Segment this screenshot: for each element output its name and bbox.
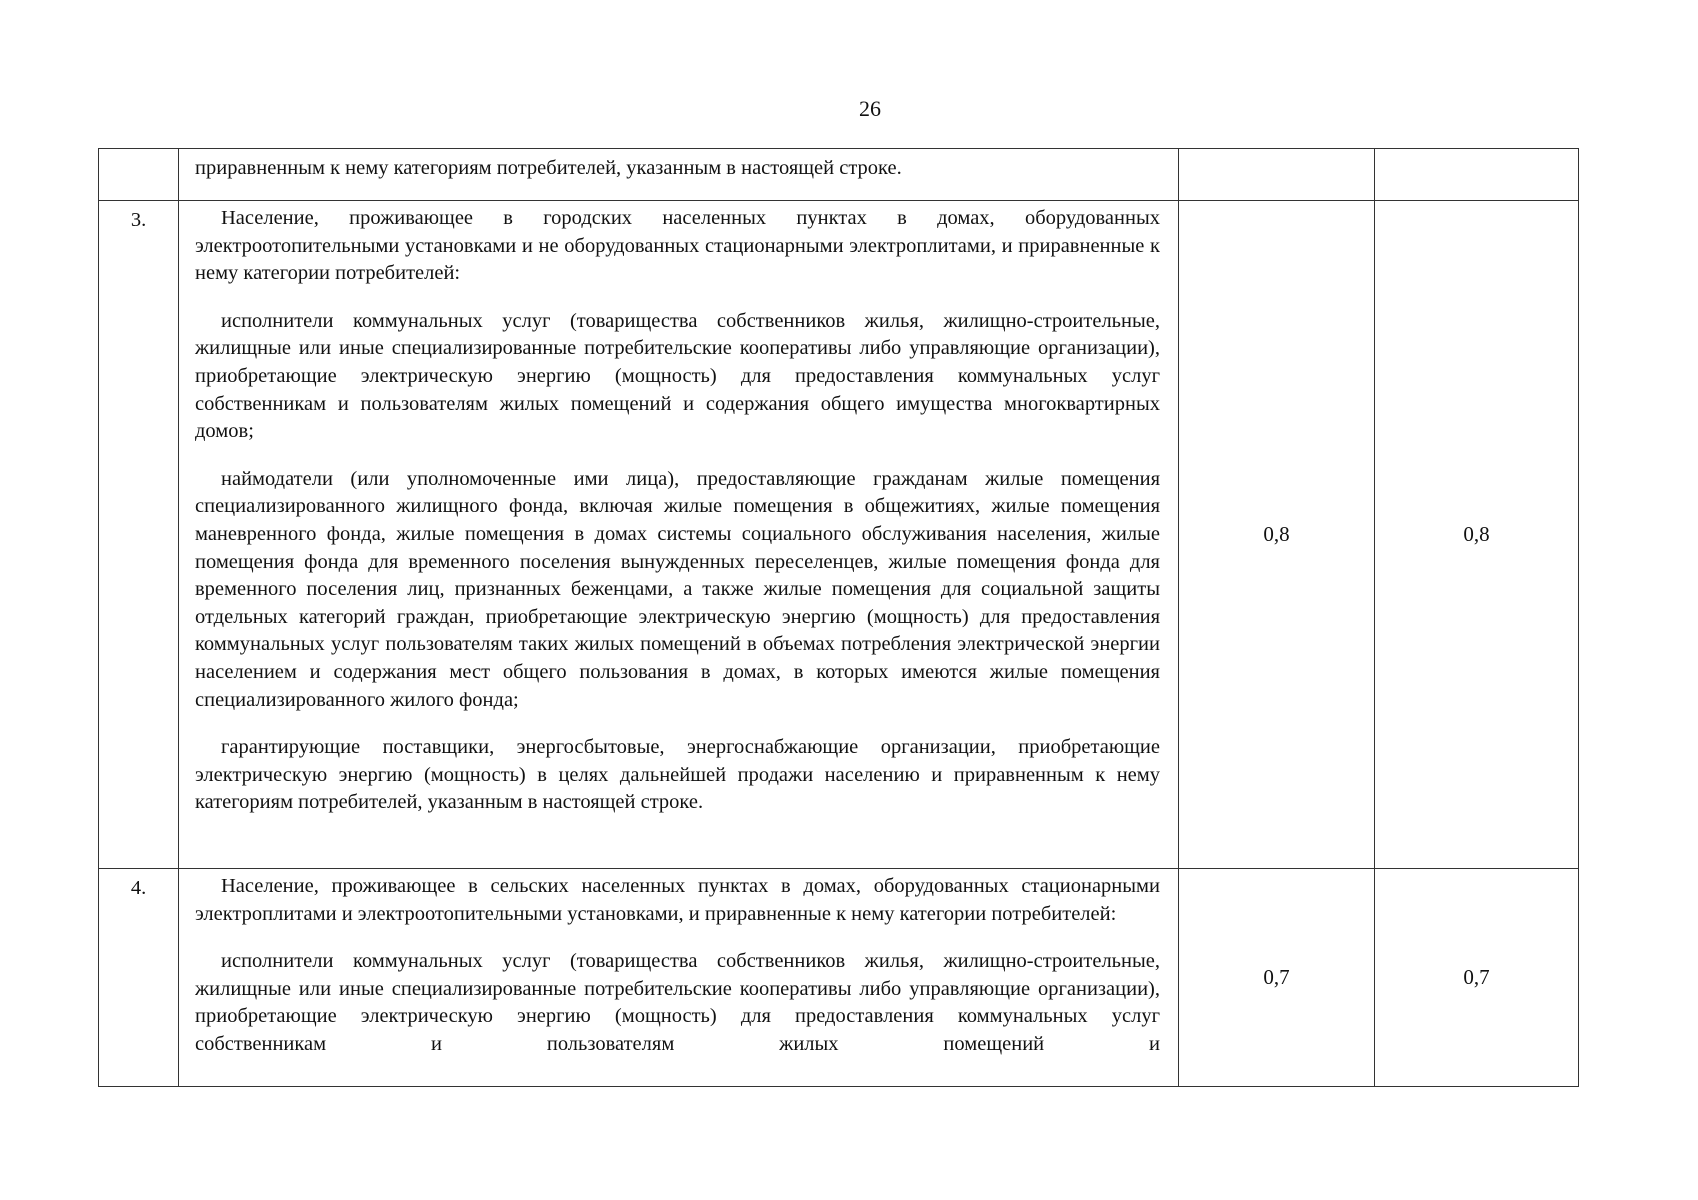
row-4-number: 4.	[99, 869, 179, 1087]
row-3-number: 3.	[99, 201, 179, 869]
row-4-value-2: 0,7	[1375, 869, 1579, 1087]
row-3-paragraph-2: исполнители коммунальных услуг (товарищества собственников жилья, жилищно-строительные, жилищные или иные специализированные потребительские кооперативы либо управляющие организации), приобретающие электрическую энергию (мощность) для предоставления коммунальных услуг собственникам и пользователям жилых помещений и содержания общего имущества многоквартирных домов;	[195, 309, 1160, 443]
row-description-cell	[179, 149, 1179, 201]
row-4-description-content	[195, 873, 1160, 1079]
row-3-value-1: 0,8	[1179, 201, 1375, 869]
tariff-coefficients-table	[98, 148, 1579, 1087]
row-number-cell	[99, 149, 179, 201]
row-value-1-cell	[1179, 149, 1375, 201]
row-4-description	[179, 869, 1179, 1087]
row-continued-text: приравненным к нему категориям потребителей, указанным в настоящей строке.	[195, 157, 902, 179]
row-4-paragraph-2: исполнители коммунальных услуг (товарищества собственников жилья, жилищно-строительные, жилищные или иные специализированные потребительские кооперативы либо управляющие организации), приобретающие электрическую энергию (мощность) для предоставления коммунальных услуг собственникам и пользователям жилых помещений и	[195, 950, 1160, 1055]
table-row-continued	[99, 149, 1579, 201]
table-row-4	[99, 869, 1579, 1087]
row-3-value-2: 0,8	[1375, 201, 1579, 869]
row-3-paragraph-4: гарантирующие поставщики, энергосбытовые, энергоснабжающие организации, приобретающие электрическую энергию (мощность) в целях дальнейшей продажи населению и приравненным к нему категориям потребителей, указанным в настоящей строке.	[195, 736, 1160, 814]
row-4-paragraph-1: Население, проживающее в сельских населенных пунктах в домах, оборудованных стационарными электроплитами и электроотопительными установками, и приравненные к нему категории потребителей:	[195, 875, 1160, 925]
row-3-description	[179, 201, 1179, 869]
page-number: 26	[859, 96, 881, 121]
row-value-2-cell	[1375, 149, 1579, 201]
row-3-paragraph-1: Население, проживающее в городских населенных пунктах в домах, оборудованных электроотопительными установками и не оборудованных стационарными электроплитами, и приравненные к нему категории потребителей:	[195, 207, 1160, 285]
table-row-3	[99, 201, 1579, 869]
row-4-value-1: 0,7	[1179, 869, 1375, 1087]
row-3-paragraph-3: наймодатели (или уполномоченные ими лица), предоставляющие гражданам жилые помещения специализированного жилищного фонда, включая жилые помещения в общежитиях, жилые помещения маневренного фонда, жилые помещения в домах системы социального обслуживания населения, жилые помещения фонда для временного поселения вынужденных переселенцев, жилые помещения фонда для временного поселения лиц, признанных беженцами, а также жилые помещения для социальной защиты отдельных категорий граждан, приобретающие электрическую энергию (мощность) для предоставления коммунальных услуг пользователям таких жилых помещений в объемах потребления электрической энергии населением и содержания мест общего пользования в домах, в которых имеются жилые помещения специализированного жилого фонда;	[195, 467, 1160, 711]
